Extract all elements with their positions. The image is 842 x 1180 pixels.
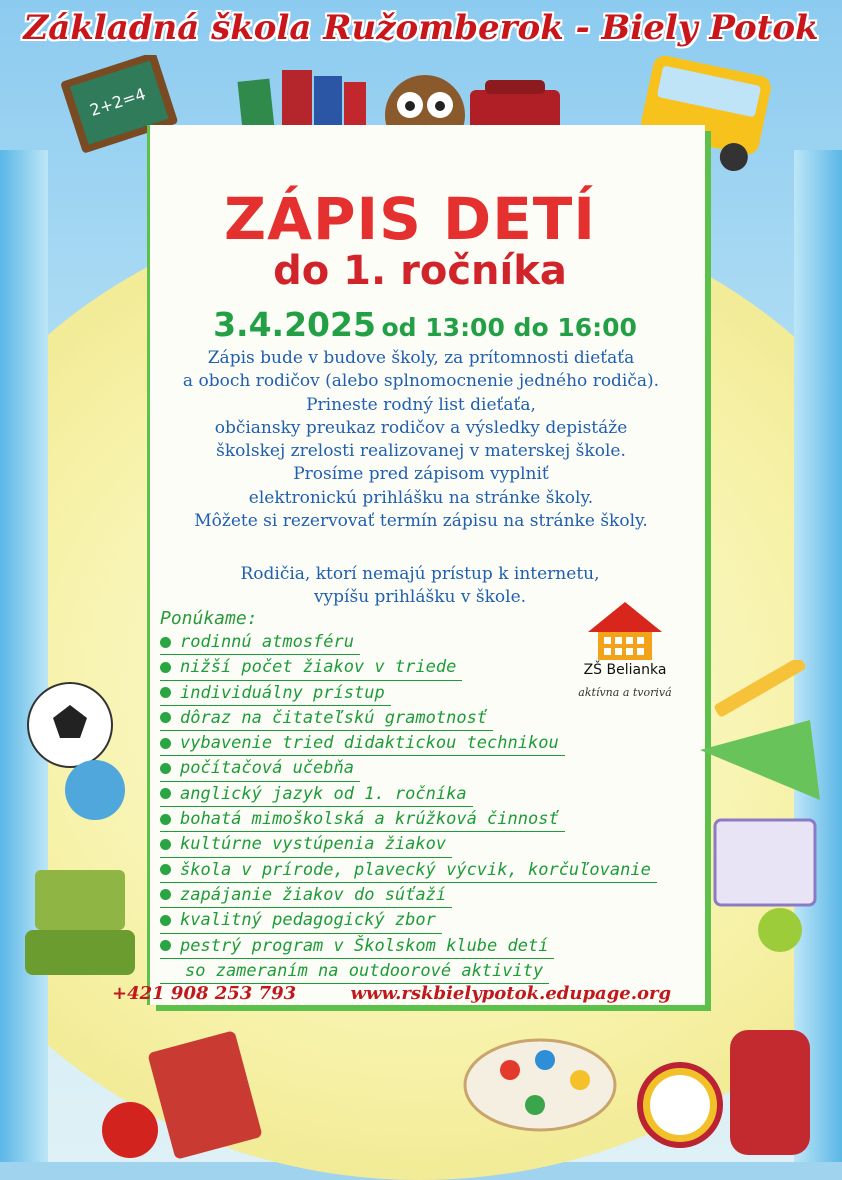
list-item: bohatá mimoškolská a krúžková činnosť	[160, 807, 565, 832]
list-item: pestrý program v Školskom klube detí	[160, 934, 554, 959]
bullet-icon	[160, 940, 171, 951]
school-supplies-left	[15, 680, 145, 980]
bullet-icon	[160, 889, 171, 900]
info-line: občiansky preukaz rodičov a výsledky depistáže	[214, 417, 628, 438]
bullet-icon	[160, 763, 171, 774]
list-item: vybavenie tried didaktickou technikou	[160, 731, 565, 756]
bullet-icon	[160, 637, 171, 648]
note-line: Rodičia, ktorí nemajú prístup k internetu,	[240, 564, 600, 584]
enrollment-date: 3.4.2025	[213, 305, 376, 344]
bullet-icon	[160, 662, 171, 673]
note-line: vypíšu prihlášku v škole.	[313, 587, 527, 608]
school-house-icon	[560, 600, 690, 662]
school-name-heading: Základná škola Ružomberok - Biely Potok	[23, 8, 819, 48]
list-item: kvalitný pedagogický zbor	[160, 908, 442, 933]
school-logo	[560, 600, 690, 705]
list-item: počítačová učebňa	[160, 756, 360, 781]
list-item: škola v prírode, plavecký výcvik, korčuľovanie	[160, 858, 657, 883]
bullet-icon	[160, 864, 171, 875]
bullet-icon	[160, 839, 171, 850]
info-line: Prineste rodný list dieťaťa,	[306, 394, 536, 415]
info-line: Prosíme pred zápisom vyplniť	[293, 464, 549, 485]
info-line: a oboch rodičov (alebo splnomocnenie jedného rodiča).	[182, 371, 660, 392]
info-line: Zápis bude v budove školy, za prítomnosti dieťaťa	[207, 348, 635, 368]
bottom-supplies	[20, 1010, 820, 1160]
enrollment-time: od 13:00 do 16:00	[381, 313, 637, 342]
info-line: Môžete si rezervovať termín zápisu na stránke školy.	[194, 511, 648, 532]
chalkboard-text: 2+2=4	[87, 84, 148, 120]
list-item-continuation: so zameraním na outdoorové aktivity	[160, 959, 549, 984]
bullet-icon	[160, 814, 171, 825]
list-item: individuálny prístup	[160, 681, 391, 706]
logo-name: ZŠ Belianka	[583, 662, 667, 678]
list-item: zapájanie žiakov do súťaží	[160, 883, 452, 908]
list-item: anglický jazyk od 1. ročníka	[160, 782, 473, 807]
logo-tagline: aktívna a tvorivá	[578, 686, 672, 699]
bullet-icon	[160, 738, 171, 749]
bullet-icon	[160, 915, 171, 926]
bullet-icon	[160, 788, 171, 799]
school-supplies-right	[690, 660, 830, 990]
info-text	[95, 347, 747, 533]
title-grade: do 1. ročníka	[273, 248, 567, 294]
offers-heading: Ponúkame:	[160, 608, 258, 629]
list-item: kultúrne vystúpenia žiakov	[160, 832, 452, 857]
bullet-icon	[160, 687, 171, 698]
date-time	[165, 305, 685, 344]
title-enrollment: ZÁPIS DETÍ	[224, 185, 596, 253]
contact-footer	[112, 983, 671, 1004]
info-line: školskej zrelosti realizovanej v materskej škole.	[216, 441, 626, 462]
list-item: rodinnú atmosféru	[160, 630, 360, 655]
bullet-icon	[160, 712, 171, 723]
website-link[interactable]: www.rskbielypotok.edupage.org	[350, 983, 672, 1004]
phone-number: +421 908 253 793	[112, 983, 297, 1004]
info-line: elektronickú prihlášku na stránke školy.	[248, 487, 594, 508]
list-item: dôraz na čitateľskú gramotnosť	[160, 706, 493, 731]
list-item: nižší počet žiakov v triede	[160, 655, 462, 680]
